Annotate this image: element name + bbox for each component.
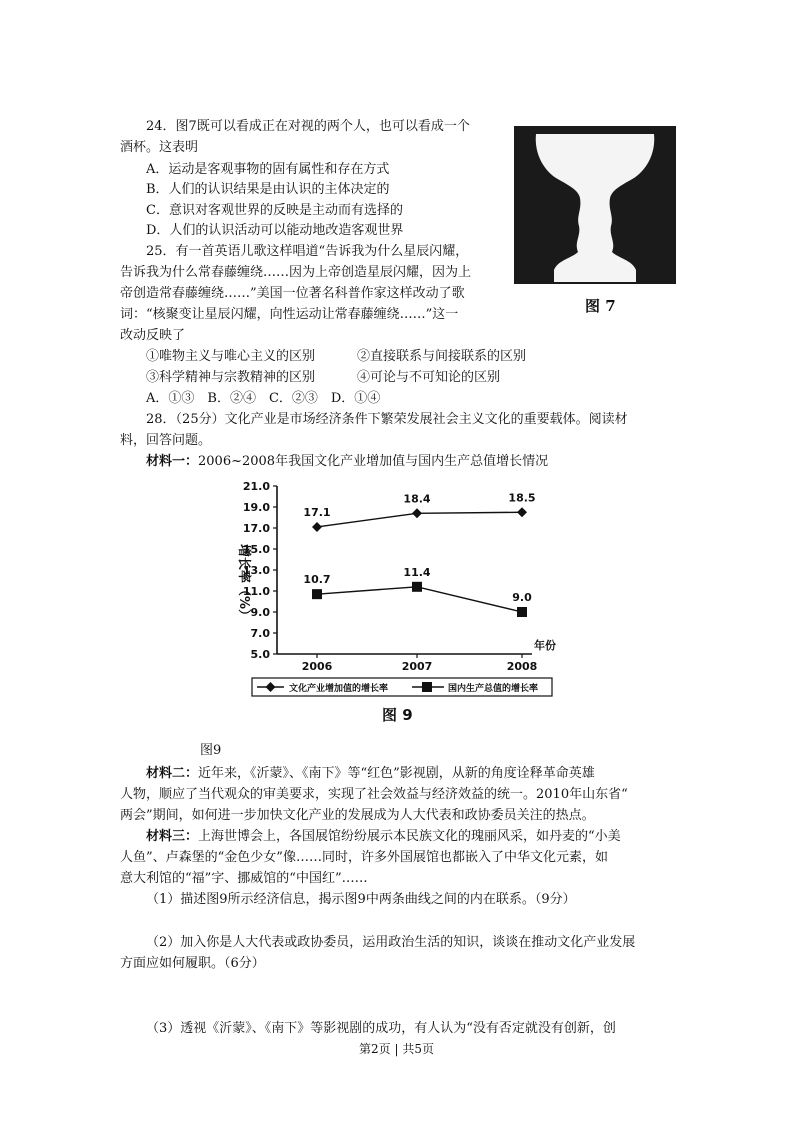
data-label: 17.1 — [303, 505, 331, 519]
data-point-gdp — [312, 589, 322, 599]
y-tick-label: 15.0 — [242, 543, 270, 556]
figure-7-caption: 图 7 — [585, 297, 616, 315]
q25-line2: 告诉我为什么常春藤缠绕……因为上帝创造星辰闪耀，因为上 — [120, 265, 472, 280]
x-tick-label: 2008 — [506, 660, 538, 673]
data-label: 18.4 — [403, 492, 431, 506]
y-tick-label: 17.0 — [242, 522, 270, 535]
q24-stem-line2: 酒杯。这表明 — [120, 140, 199, 155]
vase-faces-illustration — [514, 126, 676, 284]
legend-marker-diamond — [266, 682, 276, 692]
x-axis-ticks — [302, 654, 538, 673]
material-1-label: 材料一： — [146, 454, 199, 469]
q25-line5: 改动反映了 — [120, 328, 186, 343]
data-point-cultural — [312, 522, 322, 532]
y-tick-label: 21.0 — [242, 480, 270, 493]
material-2-text1: 近年来，《沂蒙》、《南下》等“红色”影视剧，从新的角度诠释革命英雄 — [198, 766, 595, 781]
q28-stem-line2: 料，回答问题。 — [120, 433, 212, 448]
figure-9-line-chart — [222, 474, 582, 724]
material-1-text: 2006~2008年我国文化产业增加值与国内生产总值增长情况 — [198, 454, 549, 469]
material-3-line2: 人鱼”、卢森堡的“金色少女”像……同时，许多外国展馆也都嵌入了中华文化元素，如 — [120, 850, 608, 865]
data-label: 11.4 — [403, 565, 431, 579]
q25-line4: 词：“核聚变让星辰闪耀，向性运动让常春藤缠绕……”这一 — [120, 307, 459, 322]
material-3-label: 材料三： — [146, 829, 199, 844]
q25-answer-options: A．①③ B．②④ C．②③ D．①④ — [146, 391, 381, 406]
y-tick-label: 19.0 — [242, 501, 270, 514]
q25-choice-4: ④可论与不可知论的区别 — [357, 370, 501, 385]
y-tick-label: 7.0 — [250, 627, 270, 640]
y-tick-label: 5.0 — [250, 648, 270, 661]
data-point-cultural — [517, 507, 527, 517]
material-2-line3: 两会”期间，如何进一步加快文化产业的发展成为人大代表和政协委员关注的热点。 — [120, 808, 595, 823]
q24-option-d: D．人们的认识活动可以能动地改造客观世界 — [146, 223, 404, 238]
q25-choice-2: ②直接联系与间接联系的区别 — [357, 349, 527, 364]
q25-choice-3: ③科学精神与宗教精神的区别 — [146, 370, 316, 385]
data-label: 10.7 — [303, 573, 331, 587]
material-2-line2: 人物，顺应了当代观众的审美要求，实现了社会效益与经济效益的统一。2010年山东省“ — [120, 787, 628, 802]
material-2-label: 材料二： — [146, 766, 199, 781]
y-axis-label: 增长率（%） — [236, 544, 251, 623]
q28-sub2-line2: 方面应如何履职。（6分） — [120, 956, 265, 971]
q25-choice-1: ①唯物主义与唯心主义的区别 — [146, 349, 316, 364]
legend-marker-square — [422, 682, 432, 692]
q24-option-c: C．意识对客观世界的反映是主动而有选择的 — [146, 203, 403, 218]
y-tick-label: 9.0 — [250, 606, 270, 619]
legend-label-gdp: 国内生产总值的增长率 — [448, 684, 539, 694]
data-label: 9.0 — [512, 591, 532, 604]
x-tick-label: 2007 — [401, 660, 433, 673]
q28-sub3: （3）透视《沂蒙》、《南下》等影视剧的成功，有人认为“没有否定就没有创新，创 — [146, 1021, 616, 1036]
figure-7-vase-faces — [514, 126, 676, 284]
figure-9-label: 图9 — [200, 743, 222, 758]
q25-line3: 帝创造常春藤缠绕……”美国一位著名科普作家这样改动了歌 — [120, 286, 465, 301]
data-point-gdp — [412, 582, 422, 592]
x-axis-label: 年份 — [534, 639, 556, 652]
page-footer: 第2页 | 共5页 — [359, 1042, 434, 1056]
material-3-line3: 意大利馆的“福”字、挪威馆的“中国红”…… — [120, 871, 368, 886]
material-2-line1 — [146, 765, 595, 782]
q24-option-a: A．运动是客观事物的固有属性和存在方式 — [146, 162, 390, 177]
data-label: 18.5 — [508, 491, 536, 505]
data-point-gdp — [517, 607, 527, 617]
q28-stem-line1: 28．（25分）文化产业是市场经济条件下繁荣发展社会主义文化的重要载体。阅读材 — [146, 412, 628, 427]
data-point-cultural — [412, 508, 422, 518]
y-tick-label: 13.0 — [242, 564, 270, 577]
chart-title: 图 9 — [382, 706, 413, 724]
q25-line1: 25．有一首英语儿歌这样唱道“告诉我为什么星辰闪耀， — [146, 244, 469, 259]
q24-stem-line1: 24．图7既可以看成正在对视的两个人，也可以看成一个 — [146, 119, 470, 134]
y-tick-label: 11.0 — [242, 585, 270, 598]
material-3-line1 — [146, 828, 621, 845]
x-tick-label: 2006 — [301, 660, 333, 673]
material-3-text1: 上海世博会上，各国展馆纷纷展示本民族文化的瑰丽风采，如丹麦的“小美 — [198, 829, 621, 844]
q28-sub1: （1）描述图9所示经济信息，揭示图9中两条曲线之间的内在联系。（9分） — [146, 892, 576, 907]
q24-option-b: B．人们的认识结果是由认识的主体决定的 — [146, 182, 390, 197]
material-1-heading — [146, 453, 548, 470]
q28-sub2-line1: （2）加入你是人大代表或政协委员，运用政治生活的知识，谈谈在推动文化产业发展 — [146, 935, 636, 950]
legend-label-cultural: 文化产业增加值的增长率 — [289, 684, 389, 694]
series-lines — [317, 512, 522, 612]
